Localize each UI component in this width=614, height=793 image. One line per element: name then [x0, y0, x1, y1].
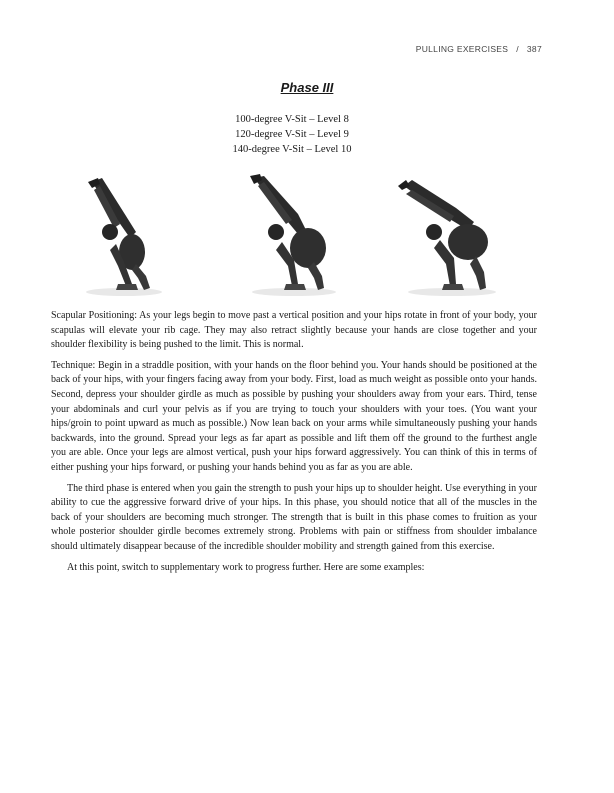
level-10-line: 140-degree V-Sit – Level 10: [232, 144, 352, 155]
section-name: PULLING EXERCISES: [415, 44, 509, 54]
header-separator: /: [516, 44, 519, 54]
v-sit-120-photo: [240, 172, 340, 300]
phase-title: Phase III: [280, 80, 334, 95]
technique-paragraph: Technique: Begin in a straddle position, with your hands on the floor behind you. Your hands should be positioned at the back of your hips, with your fingers facing away from your body. First, load as much weight as possible onto your hands. Second, depress your shoulder girdle as much as possible by pushing your shoulders away from your ears. Third, tense your abdominals and curl your pelvis as if you are trying to touch your shoulders with your toes. (You want your hips/groin to point upward as much as possible.) Now lean back on your arms while simultaneously pushing your hands backwards, into the ground. Spread your legs as far apart as possible and lift them off the ground to the furthest angle you are able. Once your legs are almost vertical, push your hips forward aggressively. You can think of this in terms of either pushing your hips forward, or pushing your hands behind you as far as you are able.: [51, 359, 537, 473]
v-sit-photos: [80, 172, 510, 300]
supplementary-work-paragraph: At this point, switch to supplementary work to progress further. Here are some examples:: [67, 561, 425, 573]
running-header: [416, 44, 542, 54]
v-sit-100-photo: [80, 172, 166, 300]
body-text: [51, 309, 537, 581]
scapular-positioning-paragraph: Scapular Positioning: As your legs begin to move past a vertical position and your hips rotate in front of your body, your scapulas will elevate your rib cage. They may also retract slightly because your hands are close together and your shoulder flexibility is being pushed to the limit. This is normal.: [51, 310, 537, 351]
level-list: [0, 112, 584, 157]
level-8-line: 100-degree V-Sit – Level 8: [235, 114, 349, 125]
page-number: 387: [526, 44, 542, 54]
third-phase-paragraph: The third phase is entered when you gain the strength to push your hips up to shoulder height. Use everything in your ability to cue the aggressive forward drive of your hips. In this phase, you should notice that all of the muscles in the back of your shoulders are becoming much stronger. The strength that is built in this phase comes to fruition as your whole posterior shoulder girdle becomes extremely strong. Problems with pain or stiffness from shoulder imbalance should ultimately disappear because of the incredible shoulder mobility and strength gained from this exercise.: [51, 482, 537, 552]
v-sit-140-photo: [396, 172, 506, 300]
level-9-line: 120-degree V-Sit – Level 9: [235, 129, 349, 140]
